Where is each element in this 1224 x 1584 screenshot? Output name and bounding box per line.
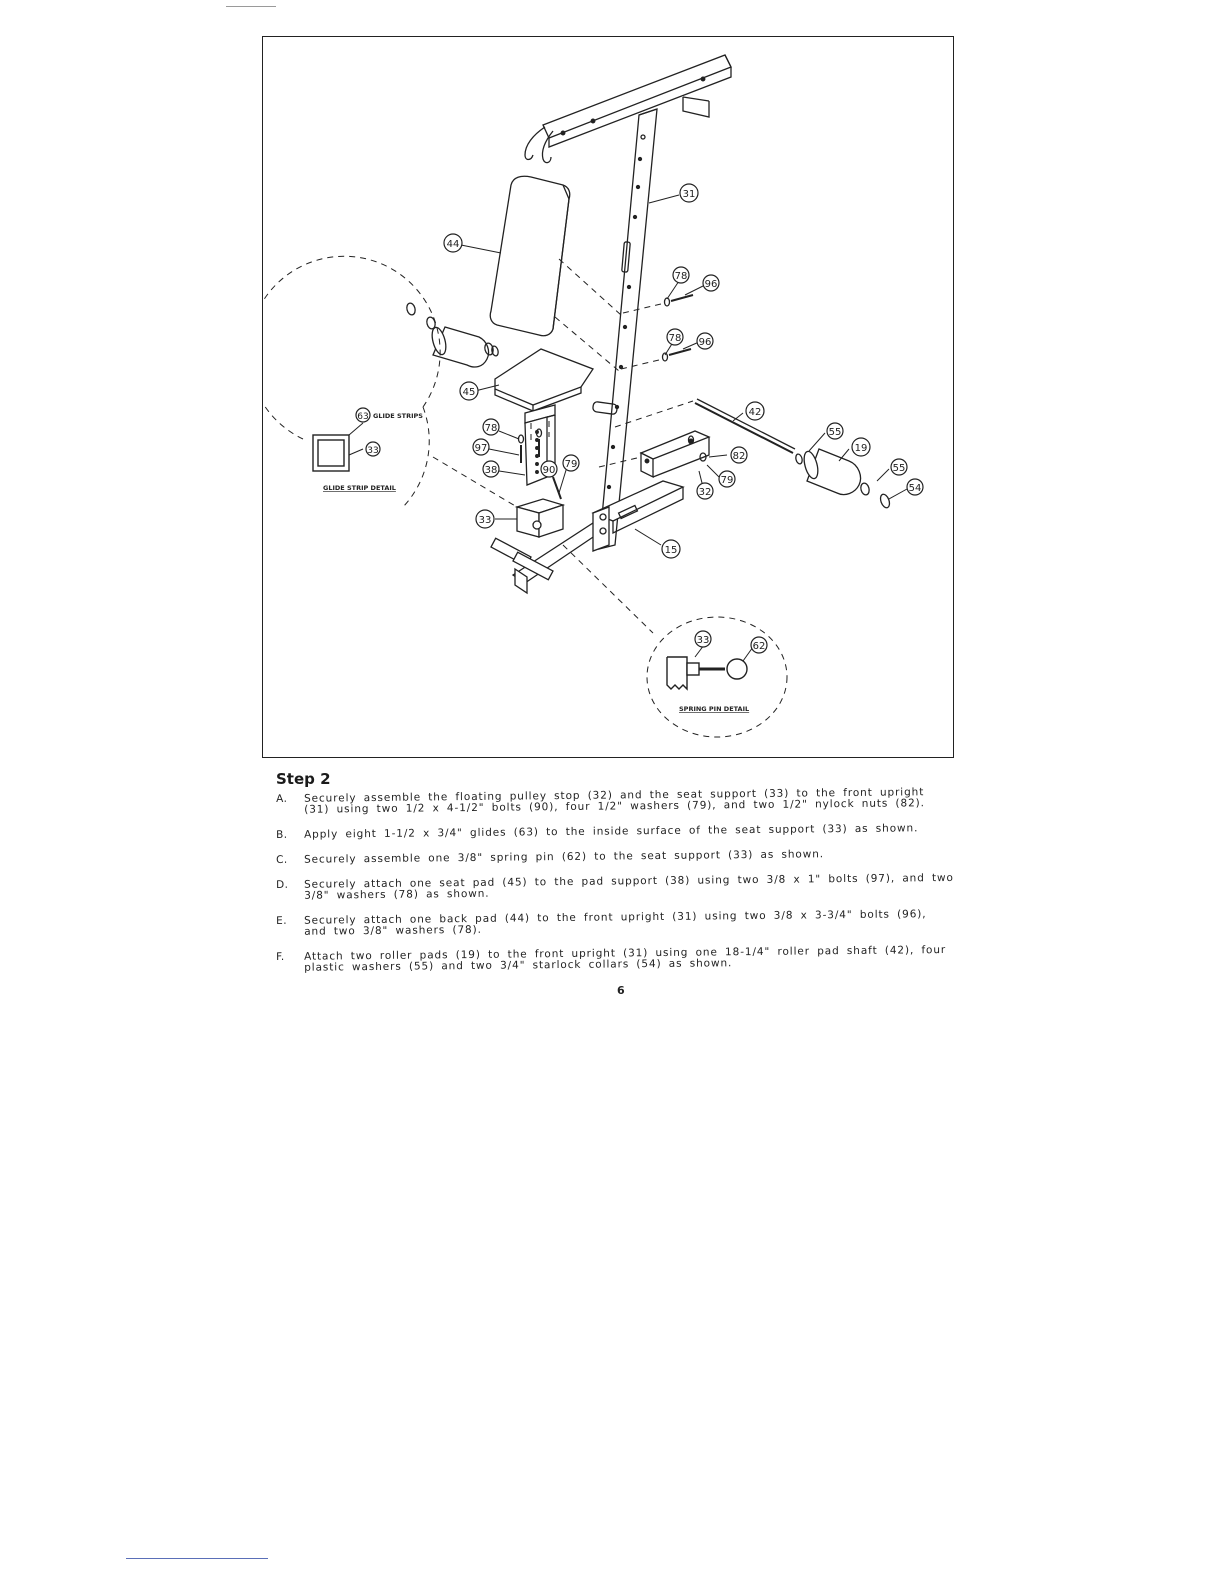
step-text: Attach two roller pads (19) to the front upright (31) using one 18-1/4" roller pad shaft (42), four plastic washers (55) and two 3/4" starlock collars (54) as shown. <box>303 943 947 974</box>
svg-text:32: 32 <box>698 487 712 498</box>
assembly-drawing <box>263 37 955 759</box>
back-pad <box>490 176 570 335</box>
page-number: 6 <box>617 984 625 997</box>
svg-text:78: 78 <box>484 423 498 434</box>
front-upright <box>592 109 657 549</box>
step-item-d <box>276 873 956 902</box>
callout-45 <box>460 382 478 400</box>
svg-text:62: 62 <box>752 641 766 652</box>
callout-79-right <box>719 471 735 487</box>
callout-15 <box>662 540 680 558</box>
svg-text:78: 78 <box>674 271 688 282</box>
svg-text:96: 96 <box>704 279 718 290</box>
step-letter: F. <box>275 950 285 963</box>
step-instructions <box>275 786 956 988</box>
callout-96-top <box>703 275 719 291</box>
step-item-e <box>276 909 956 938</box>
spring-pin-detail <box>667 657 747 689</box>
step-text: Securely attach one seat pad (45) to the pad support (38) using two 3/8 x 1" bolts (97), and two 3/8" washers (78) as shown. <box>303 871 954 902</box>
callout-97 <box>473 439 489 455</box>
step-letter: A. <box>275 792 288 805</box>
svg-text:78: 78 <box>668 333 682 344</box>
callout-55-a <box>827 423 843 439</box>
svg-text:42: 42 <box>748 407 762 418</box>
step-title: Step 2 <box>276 770 331 788</box>
seat-support <box>517 499 563 537</box>
assembly-diagram <box>262 36 954 758</box>
svg-text:96: 96 <box>698 337 712 348</box>
callout-82 <box>731 447 747 463</box>
step-text: Securely assemble the floating pulley stop (32) and the seat support (33) to the front upright (31) using two 1/2 x 4-1/2" bolts (90), four 1/2" washers (79), and two 1/2" nylock nuts (82). <box>303 786 925 816</box>
svg-text:63: 63 <box>357 412 369 422</box>
callout-33-spring <box>695 631 711 647</box>
callout-33 <box>476 510 494 528</box>
svg-text:33: 33 <box>696 635 710 646</box>
callout-42 <box>746 402 764 420</box>
base-frame <box>491 481 683 593</box>
svg-text:82: 82 <box>732 451 746 462</box>
step-text: Apply eight 1-1/2 x 3/4" glides (63) to the inside surface of the seat support (33) as shown. <box>303 822 919 841</box>
callout-44 <box>444 234 462 252</box>
callout-33-detail <box>366 442 380 456</box>
step-item-b <box>276 823 956 841</box>
svg-text:90: 90 <box>542 465 556 476</box>
callout-38 <box>483 461 499 477</box>
bottom-rule <box>126 1558 268 1559</box>
callout-31 <box>680 184 698 202</box>
svg-text:54: 54 <box>908 483 922 494</box>
step-text: Securely attach one back pad (44) to the front upright (31) using two 3/8 x 3-3/4" bolts (96), and two 3/8" washers (78). <box>303 908 927 938</box>
svg-text:31: 31 <box>682 189 696 200</box>
svg-text:19: 19 <box>854 443 868 454</box>
step-item-f <box>276 945 956 974</box>
svg-text:97: 97 <box>474 443 488 454</box>
glide-strips-label: GLIDE STRIPS <box>373 412 423 420</box>
svg-text:38: 38 <box>484 465 498 476</box>
callout-78-top <box>673 267 689 283</box>
step-text: Securely assemble one 3/8" spring pin (62) to the seat support (33) as shown. <box>303 848 825 866</box>
callout-19 <box>852 438 870 456</box>
svg-text:44: 44 <box>446 239 460 250</box>
roller-pad-left <box>406 302 500 367</box>
top-crossbar <box>525 55 731 163</box>
callout-32 <box>697 483 713 499</box>
roller-pad-right <box>795 449 891 509</box>
svg-text:55: 55 <box>892 463 906 474</box>
glide-strip-detail-label: GLIDE STRIP DETAIL <box>323 484 396 492</box>
step-item-c <box>276 848 956 866</box>
callout-78-mid <box>667 329 683 345</box>
svg-text:55: 55 <box>828 427 842 438</box>
roller-shaft <box>695 399 795 453</box>
callout-79-seat <box>563 455 579 471</box>
callout-90 <box>541 461 557 477</box>
step-letter: D. <box>275 878 289 891</box>
svg-text:33: 33 <box>367 446 379 456</box>
step-item-a <box>276 787 956 816</box>
step-letter: C. <box>275 853 288 866</box>
callout-54 <box>907 479 923 495</box>
svg-text:79: 79 <box>720 475 734 486</box>
svg-text:15: 15 <box>664 545 678 556</box>
svg-text:45: 45 <box>462 387 476 398</box>
callout-78-seat <box>483 419 499 435</box>
top-rule <box>226 6 276 7</box>
seat-pad <box>495 349 593 411</box>
glide-strip-detail <box>313 423 363 471</box>
svg-text:33: 33 <box>478 515 492 526</box>
step-letter: B. <box>275 828 288 841</box>
callout-55-b <box>891 459 907 475</box>
spring-pin-detail-label: SPRING PIN DETAIL <box>679 705 750 713</box>
pulley-stop <box>641 431 709 477</box>
step-letter: E. <box>275 914 288 927</box>
svg-text:79: 79 <box>564 459 578 470</box>
callout-63-detail <box>356 408 370 422</box>
callout-96-mid <box>697 333 713 349</box>
callout-62 <box>751 637 767 653</box>
